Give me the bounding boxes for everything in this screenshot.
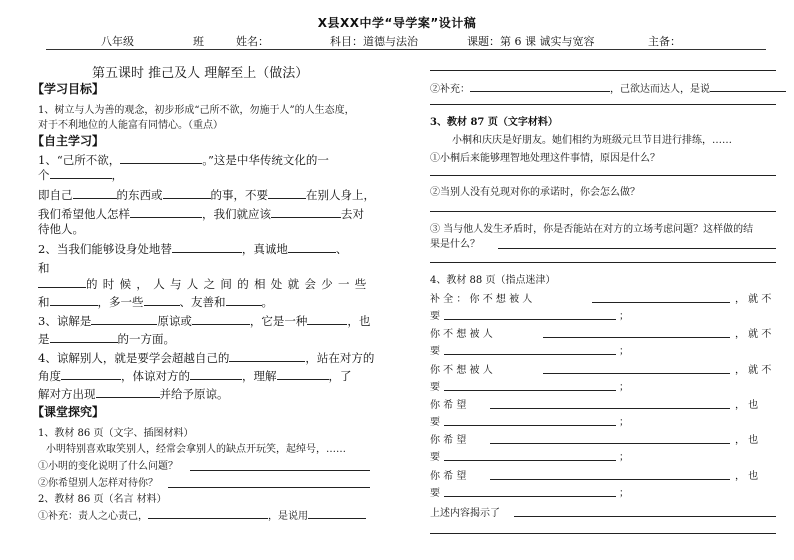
answer-line[interactable] [444, 354, 616, 355]
answer-line[interactable] [444, 319, 616, 320]
q4-line-3: 解对方出现 并给予原谅。 [38, 387, 229, 401]
fill-row-semicolon: ； [619, 488, 629, 499]
material-2-title: 2、教材 86 页（名言 材料） [38, 494, 167, 505]
material-1-title: 1、教材 86 页（文字、插图材料） [38, 428, 194, 439]
q4-line-2: 角度 ，体谅对方的 ，理解 ，了 [38, 369, 352, 383]
q1-line-5: 待他人。 [38, 222, 84, 236]
fill-row-yao: 要 [430, 417, 440, 428]
lesson-title: 第五课时 推己及人 理解至上（做法） [92, 66, 309, 81]
fill-row-yao: 要 [430, 452, 440, 463]
conclusion-label: 上述内容揭示了 [430, 508, 500, 519]
material-3-q1: ①小桐后来能够理智地处理这件事情，原因是什么？ [430, 153, 660, 164]
fill-row-semicolon: ； [619, 346, 629, 357]
subject-label: 科目：道德与法治 [330, 35, 418, 48]
header-divider [46, 49, 766, 50]
material-3-title: 3、教材 87 页（文字材料） [430, 117, 558, 128]
material-3-q3-line-1: ③ 当与他人发生矛盾时，你是否能站在对方的立场考虑问题？这样做的结 [430, 224, 754, 235]
fill-row-lead: 你 希 望 [430, 435, 467, 446]
material-3-text: 小桐和庆庆是好朋友。她们相约为班级元旦节目进行排练，…… [452, 135, 732, 146]
fill-row-yao: 要 [430, 346, 440, 357]
q3-line-2: 是 的一方面。 [38, 332, 175, 346]
material-4-title: 4、教材 88 页（指点迷津） [430, 275, 556, 286]
goals-heading: 【学习目标】 [32, 82, 105, 96]
fill-row-lead: 你 希 望 [430, 471, 467, 482]
fill-row-tail: ， 也 [735, 435, 759, 446]
explore-heading: 【课堂探究】 [32, 405, 105, 419]
q1-line-3: 即自己 的东西或 的事，不要 在别人身上， [38, 188, 375, 202]
material-3-q2: ②当别人没有兑现对你的承诺时，你会怎么做？ [430, 187, 640, 198]
material-1-q2: ②你希望别人怎样对待你？ [38, 478, 158, 489]
fill-row-tail: ， 也 [735, 471, 759, 482]
class-label: 班 [193, 35, 204, 48]
answer-line[interactable] [168, 487, 370, 488]
answer-line[interactable] [430, 70, 776, 71]
material-2-q1: ①补充：责人之心责己， ，是说用 [38, 507, 366, 522]
answer-line[interactable] [444, 496, 616, 497]
document-title: X县XX中学“导学案”设计稿 [317, 16, 477, 30]
fill-row-semicolon: ； [619, 311, 629, 322]
material-1-text: 小明特别喜欢取笑别人，经常会拿别人的缺点开玩笑，起绰号，…… [46, 444, 346, 455]
fill-row-lead: 你 不 想 被 人 [430, 329, 493, 340]
q1-line-1: 1、“己所不欲， 。”这是中华传统文化的一 [38, 153, 329, 167]
answer-line[interactable] [490, 443, 730, 444]
fill-row-tail: ， 就 不 [735, 365, 772, 376]
q1-line-4: 我们希望他人怎样 ，我们就应该 去对 [38, 207, 364, 221]
q2-line-2: 和 [38, 261, 50, 275]
fill-row-lead: 补 全 ： 你 不 想 被 人 [430, 294, 533, 305]
answer-line[interactable] [490, 479, 730, 480]
fill-row-tail: ， 也 [735, 400, 759, 411]
goal-text-2: 对于不利地位的人能富有同情心。（重点） [38, 120, 223, 131]
material-1-q1: ①小明的变化说明了什么问题？ [38, 461, 178, 472]
grade-label: 八年级 [101, 35, 134, 48]
q4-line-1: 4、谅解别人，就是要学会超越自己的 ，站在对方的 [38, 351, 375, 365]
q2-line-4: 和 ，多一些 、友善和 。 [38, 295, 273, 309]
answer-line[interactable] [498, 248, 776, 249]
topic-label: 课题：第 6 课 诚实与宽容 [467, 35, 595, 48]
answer-line[interactable] [490, 408, 730, 409]
fill-row-lead: 你 不 想 被 人 [430, 365, 493, 376]
answer-line[interactable] [514, 516, 776, 517]
q2-line-1: 2、当我们能够设身处地替 ，真诚地 、 [38, 242, 348, 256]
fill-row-yao: 要 [430, 382, 440, 393]
answer-line[interactable] [430, 104, 776, 105]
answer-line[interactable] [430, 175, 776, 176]
fill-row-yao: 要 [430, 311, 440, 322]
material-3-q3-line-2: 果是什么？ [430, 239, 480, 250]
answer-line[interactable] [592, 302, 730, 303]
name-label: 姓名： [236, 35, 269, 48]
fill-row-semicolon: ； [619, 382, 629, 393]
answer-line[interactable] [543, 373, 730, 374]
self-study-heading: 【自主学习】 [32, 134, 105, 148]
answer-line[interactable] [430, 262, 776, 263]
q1-line-2: 个 ， [38, 168, 123, 182]
q3-line-1: 3、谅解是 原谅或 ，它是一种 ，也 [38, 314, 371, 328]
answer-line[interactable] [444, 460, 616, 461]
fill-row-semicolon: ； [619, 452, 629, 463]
answer-line[interactable] [444, 425, 616, 426]
editor-label: 主备： [648, 35, 681, 48]
goal-text-1: 1、树立与人为善的观念，初步形成“己所不欲，勿施于人”的人生态度， [38, 105, 355, 116]
fill-row-lead: 你 希 望 [430, 400, 467, 411]
q2-line-3: 的时候，人与人之间的相处就会少一些 [38, 276, 372, 292]
answer-line[interactable] [430, 533, 776, 534]
fill-row-tail: ， 就 不 [735, 294, 772, 305]
answer-line[interactable] [430, 211, 776, 212]
answer-line[interactable] [444, 390, 616, 391]
fill-row-yao: 要 [430, 488, 440, 499]
fill-row-tail: ， 就 不 [735, 329, 772, 340]
answer-line[interactable] [190, 470, 370, 471]
fill-row-semicolon: ； [619, 417, 629, 428]
right-q2: ②补充： ，己欲达而达人，是说 [430, 80, 786, 95]
answer-line[interactable] [543, 337, 730, 338]
